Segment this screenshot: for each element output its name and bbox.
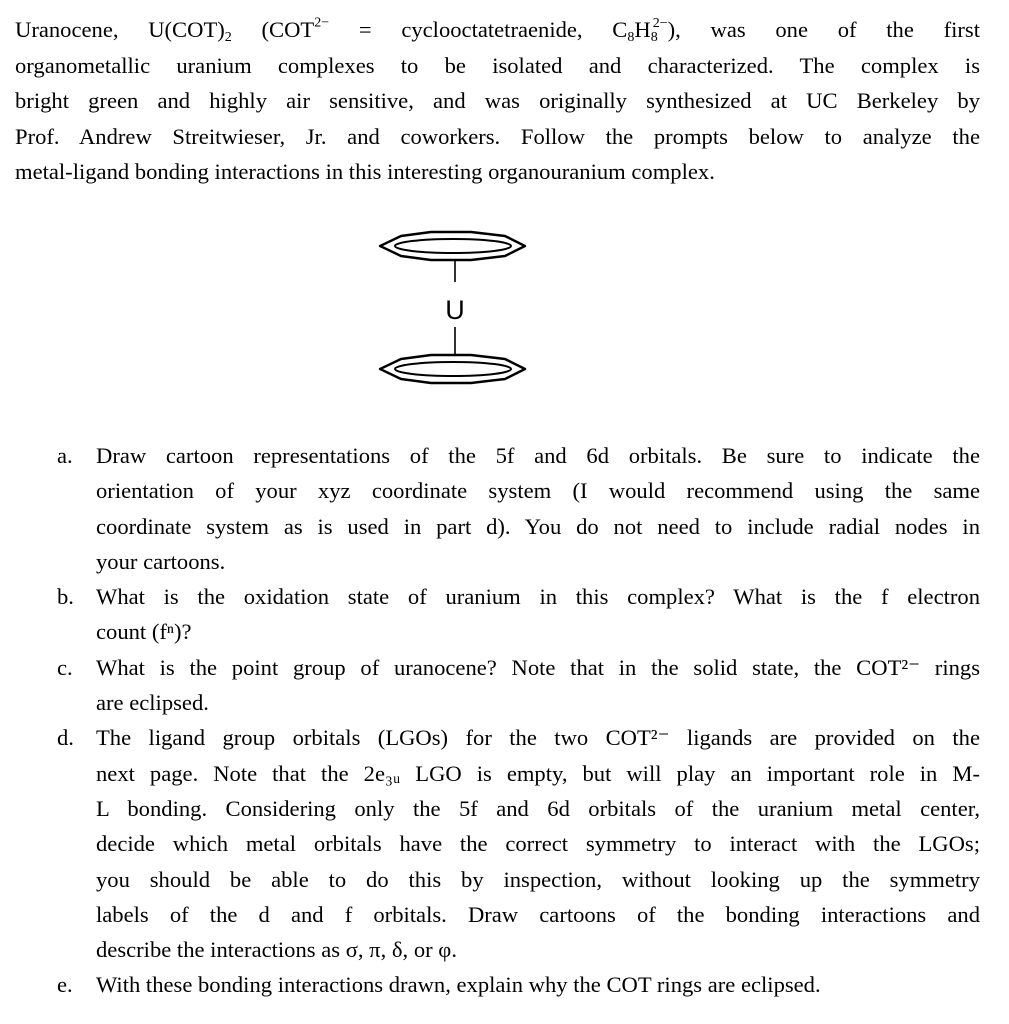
question-line: With these bonding interactions drawn, explain why the COT rings are eclipsed.: [96, 972, 821, 998]
question-line: The ligand group orbitals (LGOs) for the two COT²⁻ ligands are provided on the: [96, 725, 980, 751]
intro-line-5: metal-ligand bonding interactions in this interesting organouranium complex.: [15, 159, 715, 184]
question-line: describe the interactions as σ, π, δ, or φ.: [96, 937, 457, 963]
question-line: orientation of your xyz coordinate system (I would recommend using the same: [96, 478, 980, 504]
intro-paragraph: [15, 12, 980, 190]
bottom-cot-ring: [380, 355, 525, 383]
uranocene-structure: [375, 226, 535, 386]
question-b: [0, 579, 980, 650]
question-letter: d.: [57, 725, 74, 751]
question-d: [0, 720, 980, 967]
question-letter: a.: [57, 443, 73, 468]
question-line: you should be able to do this by inspection, without looking up the symmetry: [96, 866, 980, 892]
question-text: [96, 438, 980, 579]
question-letter: e.: [57, 972, 73, 998]
intro-line-1: Uranocene, $U(COT)_2$ ($COT^{2-}$ = cyclooctatetraenide, $C_8H_8^{2-}$), was one of the first: [15, 15, 980, 46]
question-letter: b.: [57, 584, 74, 610]
uranocene-drawing: [375, 226, 535, 386]
question-line: L bonding. Considering only the 5f and 6d orbitals of the uranium metal center,: [96, 795, 980, 821]
uranium-label: U: [445, 295, 465, 325]
question-text: [96, 650, 980, 721]
intro-line-3: bright green and highly air sensitive, and was originally synthesized at UC Berkeley by: [15, 88, 980, 113]
question-e: [0, 967, 980, 1002]
question-line: coordinate system as is used in part d). You do not need to include radial nodes in: [96, 513, 980, 539]
question-text: [96, 967, 980, 1002]
question-line: Draw cartoon representations of the 5f and 6d orbitals. Be sure to indicate the: [96, 443, 980, 468]
question-list: [0, 438, 1009, 1003]
intro-line-4: Prof. Andrew Streitwieser, Jr. and coworkers. Follow the prompts below to analyze the: [15, 123, 980, 149]
question-line: What is the point group of uranocene? Note that in the solid state, the COT²⁻ rings: [96, 654, 980, 680]
question-text: [96, 720, 980, 967]
question-line: count (fⁿ)?: [96, 619, 192, 645]
question-a: [0, 438, 980, 579]
question-line: labels of the d and f orbitals. Draw cartoons of the bonding interactions and: [96, 901, 980, 927]
question-line: What is the oxidation state of uranium in this complex? What is the f electron: [96, 584, 980, 610]
top-cot-ring: [380, 232, 525, 260]
question-letter: c.: [57, 654, 73, 680]
question-line: are eclipsed.: [96, 690, 209, 716]
question-line: your cartoons.: [96, 548, 226, 574]
question-line: next page. Note that the 2e₃ᵤ LGO is empty, but will play an important role in M-: [96, 760, 980, 786]
question-c: [0, 650, 980, 721]
question-text: [96, 579, 980, 650]
intro-line-2: organometallic uranium complexes to be isolated and characterized. The complex is: [15, 52, 980, 78]
question-line: decide which metal orbitals have the correct symmetry to interact with the LGOs;: [96, 831, 980, 857]
